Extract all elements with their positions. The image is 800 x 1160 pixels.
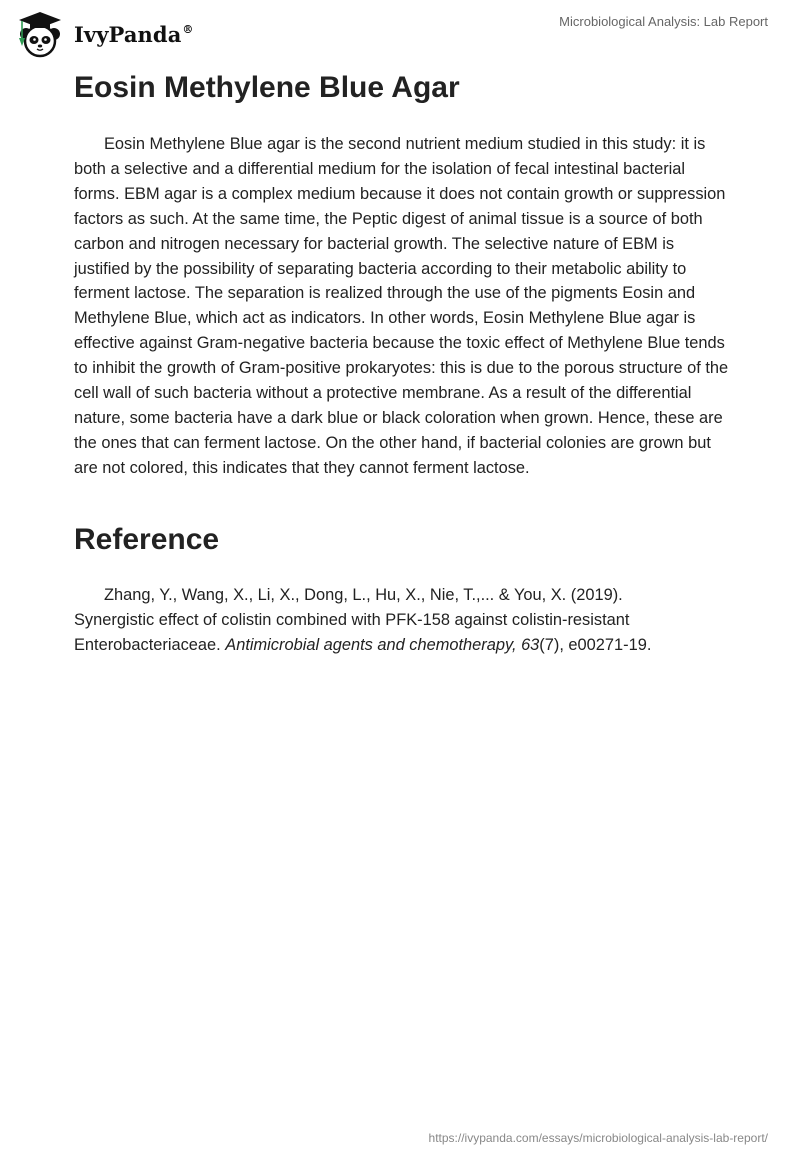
brand-name: IvyPanda® [74, 21, 194, 47]
reference-entry [74, 583, 694, 658]
reference-authors: Zhang, Y., Wang, X., Li, X., Dong, L., Hu, X., Nie, T.,... & You, X. (2019). Synergistic effect of colistin combined with PFK-158 against colistin-resistant Enterobacteriaceae. [74, 586, 630, 654]
panda-graduate-icon [14, 8, 68, 58]
reference-heading: Reference [74, 523, 220, 556]
registered-mark: ® [182, 22, 194, 36]
ivypanda-logo[interactable] [14, 8, 194, 58]
reference-issue-pages: (7), e00271-19. [539, 635, 652, 654]
reference-journal: Antimicrobial agents and chemotherapy, 63 [225, 635, 540, 654]
source-url[interactable]: https://ivypanda.com/essays/microbiological-analysis-lab-report/ [428, 1131, 768, 1145]
document-title: Microbiological Analysis: Lab Report [559, 14, 768, 29]
section-heading: Eosin Methylene Blue Agar [74, 71, 460, 104]
body-paragraph: Eosin Methylene Blue agar is the second nutrient medium studied in this study: it is both a selective and a differential medium for the isolation of fecal intestinal bacterial forms. EBM agar is a complex medium because it does not contain growth or suppression factors as such. At the same time, the Peptic digest of animal tissue is a source of both carbon and nitrogen necessary for bacterial growth. The selective nature of EBM is justified by the possibility of separating bacteria according to their metabolic ability to ferment lactose. The separation is realized through the use of the pigments Eosin and Methylene Blue, which act as indicators. In other words, Eosin Methylene Blue agar is effective against Gram-negative bacteria because the toxic effect of Methylene Blue tends to inhibit the growth of Gram-positive prokaryotes: this is due to the porous structure of the cell wall of such bacteria without a protective membrane. As a result of the differential nature, some bacteria have a dark blue or black coloration when grown. Hence, these are the ones that can ferment lactose. On the other hand, if bacterial colonies are grown but are not colored, this indicates that they cannot ferment lactose. [74, 135, 729, 477]
